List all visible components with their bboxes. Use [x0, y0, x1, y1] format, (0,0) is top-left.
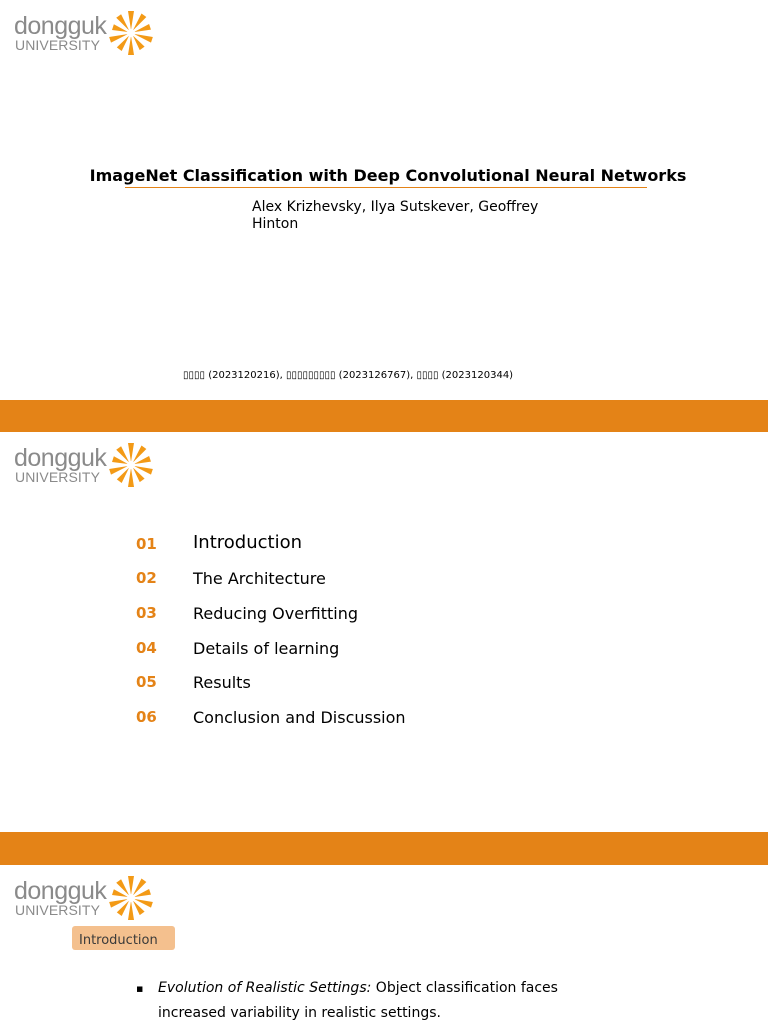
toc-number: 02 [136, 569, 157, 587]
dongguk-logo [14, 12, 164, 62]
toc-number: 06 [136, 708, 157, 726]
toc-label: Introduction [193, 532, 303, 553]
presenter-list: ▯▯▯▯ (2023120216), ▯▯▯▯▯▯▯▯▯ (2023126767), ▯▯▯▯ (2023120344) [183, 370, 514, 381]
sun-burst-icon [106, 873, 156, 923]
toc-number: 05 [136, 673, 157, 691]
logo-wordmark-line1: dongguk [14, 877, 107, 905]
title-underline [125, 187, 647, 188]
slide-contents [0, 432, 768, 832]
slide-title [0, 0, 768, 400]
toc-number: 03 [136, 604, 157, 622]
bullet-emphasis: Evolution of Realistic Settings: [158, 980, 372, 996]
bullet-text [158, 976, 578, 1026]
toc-number: 04 [136, 639, 157, 657]
toc-label: Conclusion and Discussion [193, 708, 406, 727]
bullet-marker-icon: ▪ [136, 982, 144, 995]
sun-burst-icon [106, 440, 156, 490]
logo-wordmark-line1: dongguk [14, 444, 107, 472]
logo-wordmark-line2: UNIVERSITY [15, 902, 101, 918]
presentation-title: ImageNet Classification with Deep Convolutional Neural Networks [89, 166, 687, 185]
toc-label: Details of learning [193, 639, 340, 658]
sun-burst-icon [106, 8, 156, 58]
dongguk-logo [14, 877, 164, 927]
section-tag: Introduction [72, 926, 175, 950]
logo-wordmark-line1: dongguk [14, 12, 107, 40]
slide-divider-band [0, 832, 768, 865]
toc-label: Reducing Overfitting [193, 604, 359, 623]
dongguk-logo [14, 444, 164, 494]
paper-authors: Alex Krizhevsky, Ilya Sutskever, Geoffrey Hinton [252, 199, 539, 232]
slide-divider-band [0, 400, 768, 432]
toc-label: The Architecture [193, 569, 326, 588]
logo-wordmark-line2: UNIVERSITY [15, 469, 101, 485]
bullet-body: Object classification faces increased variability in realistic settings. [158, 980, 558, 1021]
logo-wordmark-line2: UNIVERSITY [15, 37, 101, 53]
toc-number: 01 [136, 535, 157, 553]
toc-label: Results [193, 673, 251, 692]
